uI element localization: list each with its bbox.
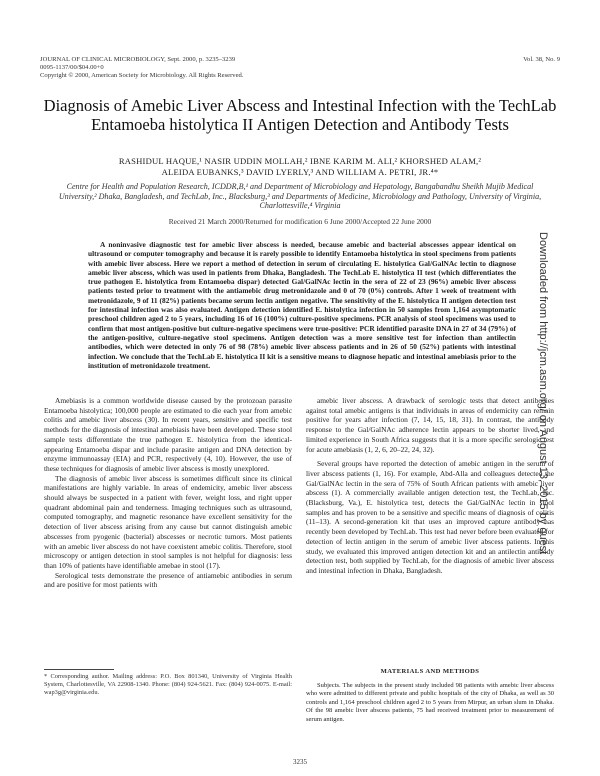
author-list xyxy=(40,156,560,178)
copyright-line: Copyright © 2000, American Society for Microbiology. All Rights Reserved. xyxy=(40,72,244,80)
subjects-paragraph: Subjects. The subjects in the present study included 98 patients with amebic liver abscess who were admitted to different private and public hospitals of the city of Dhaka, as well as 30 controls and 1,164 preschool children aged 2 to 5 years from Mirpur, an urban slum in Dhaka. Of the 98 amebic liver abscess patients, 75 had received treatment prior to measurement of serum antigen. xyxy=(306,682,554,723)
right-column xyxy=(306,396,554,576)
authors-line-1: RASHIDUL HAQUE,¹ NASIR UDDIN MOLLAH,² IBNE KARIM M. ALI,² KHORSHED ALAM,² xyxy=(118,156,482,166)
journal-line: JOURNAL OF CLINICAL MICROBIOLOGY, Sept. 2000, p. 3235–3239 xyxy=(40,56,236,63)
abstract: A noninvasive diagnostic test for amebic liver abscess is needed, because amebic and bacterial abscesses appear identical on ultrasound or computer tomography and because it is rarely possible to identify Entamoeba histolytica in stool specimens from patients with amebic liver abscess. Here we report a method of detection in serum of circulating E. histolytica Gal/GalNAc lectin to diagnose amebic liver abscess, which was used in patients from Dhaka, Bangladesh. The TechLab E. histolytica II test (which differentiates the true pathogen E. histolytica from Entamoeba dispar) detected Gal/GalNAc lectin in the sera of 22 of 23 (96%) amebic liver abscess patients tested prior to treatment with the antiamebic drug metronidazole and 0 of 70 (0%) controls. After 1 week of treatment with metronidazole, 9 of 11 (82%) patients became serum lectin antigen negative. The sensitivity of the E. histolytica II antigen detection test for intestinal infection was also evaluated. Antigen detection identified E. histolytica infection in 50 samples from 1,164 asymptomatic preschool children aged 2 to 5 years, including 16 of 16 (100%) culture-positive specimens. PCR analysis of stool specimens was used to confirm that most antigen-positive but culture-negative specimens were true-positive: PCR identified parasite DNA in 27 of 34 (79%) of the antigen-positive, culture-negative stool specimens. Antigen detection was a more sensitive test for infection than antilectin antibodies, which were detected in only 76 of 98 (78%) amebic liver abscess patients and in 26 of 50 (52%) patients with intestinal infection. We conclude that the TechLab E. histolytica II kit is a sensitive means to diagnose hepatic and intestinal amebiasis prior to the institution of metronidazole treatment. xyxy=(88,240,516,370)
intro-paragraph-3: Serological tests demonstrate the presence of antiamebic antibodies in serum and are positive for most patients with xyxy=(44,570,292,590)
page-number: 3235 xyxy=(293,758,307,766)
volume-label: Vol. 38, No. 9 xyxy=(523,56,560,63)
intro-paragraph-4: amebic liver abscess. A drawback of serologic tests that detect antibodies against total amebic antigens is that individuals in areas of endemicity can remain positive for years after infection (7, 14, 15, 18, 31). In contrast, the antibody response to the Gal/GalNAc adherence lectin appears to be shorter lived, and limited experience in South Africa suggests that it is a more specific serologic test for acute amebiasis (1, 2, 6, 20–22, 24, 32). xyxy=(306,396,554,454)
authors-line-2: ALEIDA EUBANKS,³ DAVID LYERLY,³ AND WILLIAM A. PETRI, JR.⁴* xyxy=(161,167,439,177)
affiliations: Centre for Health and Population Research, ICDDR,B,¹ and Department of Microbiology and Hepatology, Bangabandhu Sheikh Mujib Medical University,² Dhaka, Bangladesh, and TechLab, Inc., Blacksburg,³ and Departments of Medicine, Microbiology and Pathology, University of Virginia, Charlottesville,⁴ Virginia xyxy=(58,182,542,211)
intro-paragraph-1: Amebiasis is a common worldwide disease caused by the protozoan parasite Entamoeba histolytica; 100,000 people are estimated to die each year from amebic colitis and amebic liver abscess (30). In recent years, sensitive and specific test methods for the diagnosis of intestinal amebiasis have been developed. These stool sample tests differentiate the true pathogen E. histolytica from the identical-appearing Entamoeba dispar and include parasite antigen and DNA detection by enzyme immunoassay (EIA) and PCR, respectively (4, 10). However, the use of these techniques for diagnosis of amebic liver abscess is mostly unexplored. xyxy=(44,396,292,473)
footnote-divider xyxy=(44,669,114,670)
left-column xyxy=(44,396,292,590)
issn-line: 0095-1137/00/$04.00+0 xyxy=(40,64,104,72)
journal-header xyxy=(40,56,400,81)
corresponding-author-footnote: * Corresponding author. Mailing address: P.O. Box 801340, University of Virginia Health System, Charlottesville, VA 22908-1340. Phone: (804) 924-5621. Fax: (804) 924-0075. E-mail: wap3g@virginia.edu. xyxy=(44,673,292,696)
article-title: Diagnosis of Amebic Liver Abscess and Intestinal Infection with the TechLab Entamoeba histolytica II Antigen Detection and Antibody Tests xyxy=(43,96,557,134)
intro-paragraph-2: The diagnosis of amebic liver abscess is sometimes difficult since its clinical manifestations are highly variable. In areas of endemicity, amebic liver abscess should always be suspected in a patient with fever, weight loss, and right upper quadrant abdominal pain and tenderness. Imaging techniques such as ultrasound, computed tomography, and magnetic resonance have excellent sensitivity for the detection of liver abscess arising from any cause but cannot distinguish amebic abscesses from pyogenic (bacterial) abscesses or necrotic tumors. Most patients with an amebic liver abscess do not have coexistent amebic colitis. Therefore, stool microscopy or antigen detection in stool samples is not helpful for diagnosis: less than 10% of patients have identifiable amebae in stool (17). xyxy=(44,473,292,570)
materials-methods-heading: MATERIALS AND METHODS xyxy=(380,668,480,675)
received-dates: Received 21 March 2000/Returned for modification 6 June 2000/Accepted 22 June 2000 xyxy=(168,217,432,226)
download-watermark: Downloaded from http://jcm.asm.org/ on August 13, 2015 by guest xyxy=(537,232,549,555)
intro-paragraph-5: Several groups have reported the detection of amebic antigen in the serum of liver abscess patients (1, 16). For example, Abd-Alla and colleagues detected the Gal/GalNAc lectin in the sera of 75% of South African patients with amebic liver abscess (1). A commercially available antigen detection test, the TechLab, Inc. (Blacksburg, Va.), E. histolytica test, detects the Gal/GalNAc lectin in stool samples and has proven to be a sensitive and specific means of diagnosis of colitis (11–13). A second-generation kit that uses an improved capture antibody has recently been developed by TechLab. This test had never before been evaluated for detection of lectin antigen in the serum of amebic liver abscess patients. In this study, we evaluated this improved antigen detection kit and an antilectin antibody detection test, both supplied by TechLab, for the diagnosis of amebic liver abscess and intestinal infection in Dhaka, Bangladesh. xyxy=(306,459,554,575)
